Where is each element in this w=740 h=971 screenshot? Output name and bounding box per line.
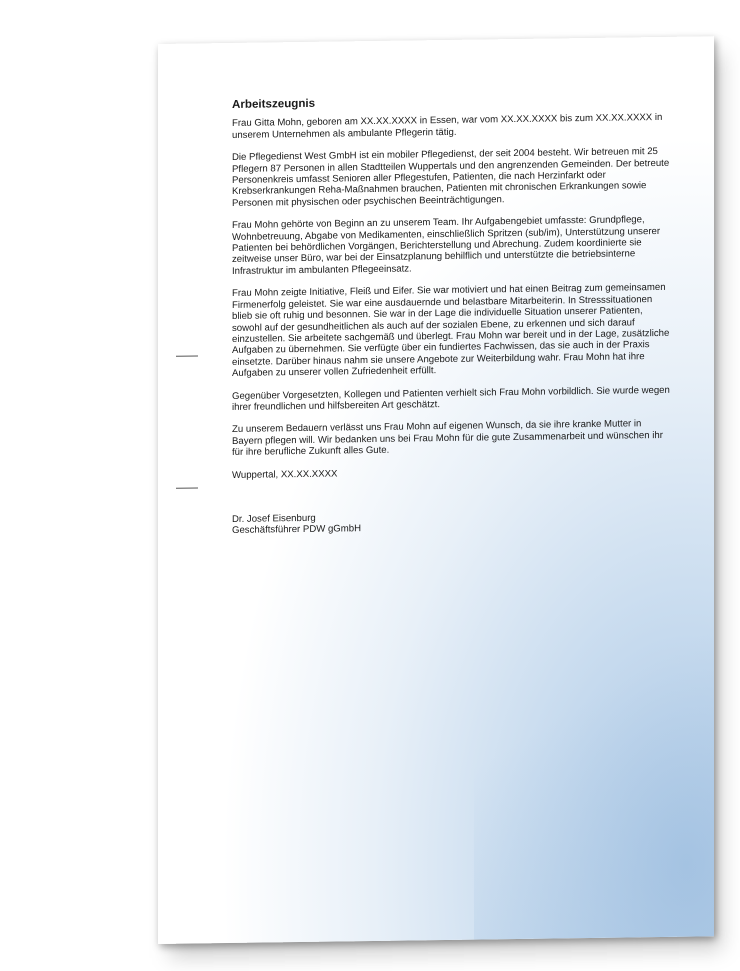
signature-role: Geschäftsführer PDW gGmbH [232, 523, 362, 537]
document-title: Arbeitszeugnis [232, 96, 316, 111]
paragraph-company: Die Pflegedienst West GmbH ist ein mobiler Pflegedienst, der seit 2004 besteht. Wir betreuen mit 25 Pflegern 87 Personen in allen Stadtteilen Wuppertals und den angrenzenden Gemeinden. Der betreute Personenkreis umfasst Senioren aller Pflegestufen, Patienten, die nach Herzinfarkt oder Krebserkrankungen Reha-Maßnahmen brauchen, Patienten mit chronischen Erkrankungen sowie Personen mit physischen oder psychischen Beeinträchtigungen. [232, 146, 670, 209]
document-page [158, 36, 714, 944]
place-date: Wuppertal, XX.XX.XXXX [232, 468, 338, 481]
paragraph-conduct: Gegenüber Vorgesetzten, Kollegen und Patienten verhielt sich Frau Mohn vorbildlich. Sie wurde wegen ihrer freundlichen und hilfsbereiten Art geschätzt. [232, 384, 670, 413]
paragraph-duties: Frau Mohn gehörte von Beginn an zu unserem Team. Ihr Aufgabengebiet umfasste: Grundpflege, Wohnbetreuung, Abgabe von Medikamenten, einschließlich Spritzen (sub/im), Unterstützung unserer Patienten bei behördlichen Vorgängen, Berichterstellung und Abrechung. Zudem koordinierte sie zeitweise unser Büro, war bei der Einsatzplanung behilflich und unterstützte die betriebsinterne Infrastruktur im ambulanten Pflegeeinsatz. [232, 214, 661, 277]
fold-mark-upper [176, 355, 198, 356]
fold-mark-lower [176, 487, 198, 488]
letter-body [232, 93, 672, 537]
signature-name: Dr. Josef Eisenburg [232, 512, 316, 525]
paragraph-departure: Zu unserem Bedauern verlässt uns Frau Mohn auf eigenen Wunsch, da sie ihre kranke Mutter in Bayern pflegen will. Wir bedanken uns bei Frau Mohn für die gute Zusammenarbeit und wünschen ihr für ihre berufliche Zukunft alles Gute. [232, 418, 663, 459]
paragraph-intro: Frau Gitta Mohn, geboren am XX.XX.XXXX in Essen, war vom XX.XX.XXXX bis zum XX.XX.XXXX in unserem Unternehmen als ambulante Pflegerin tätig. [232, 112, 663, 141]
paragraph-performance: Frau Mohn zeigte Initiative, Fleiß und Eifer. Sie war motiviert und hat einen Beitrag zum gemeinsamen Firmenerfolg geleistet. Sie war eine ausdauernde und belastbare Mitarbeiterin. In Stresssituationen blieb sie oft ruhig und besonnen. Sie war in der Lage die individuelle Situation unserer Patienten, sowohl auf der gesundheitlichen als auch auf der sozialen Ebene, zu erkennen und sich darauf einzustellen. Sie arbeitete sachgemäß und überlegt. Frau Mohn war bereit und in der Lage, zusätzliche Aufgaben zu übernehmen. Sie verfügte über ein fundiertes Fachwissen, das sie auch in der Praxis einsetzte. Darüber hinaus nahm sie unsere Angebote zur Weiterbildung wahr. Frau Mohn hat ihre Aufgaben zu unserer vollen Zufriedenheit erfüllt. [232, 282, 670, 380]
